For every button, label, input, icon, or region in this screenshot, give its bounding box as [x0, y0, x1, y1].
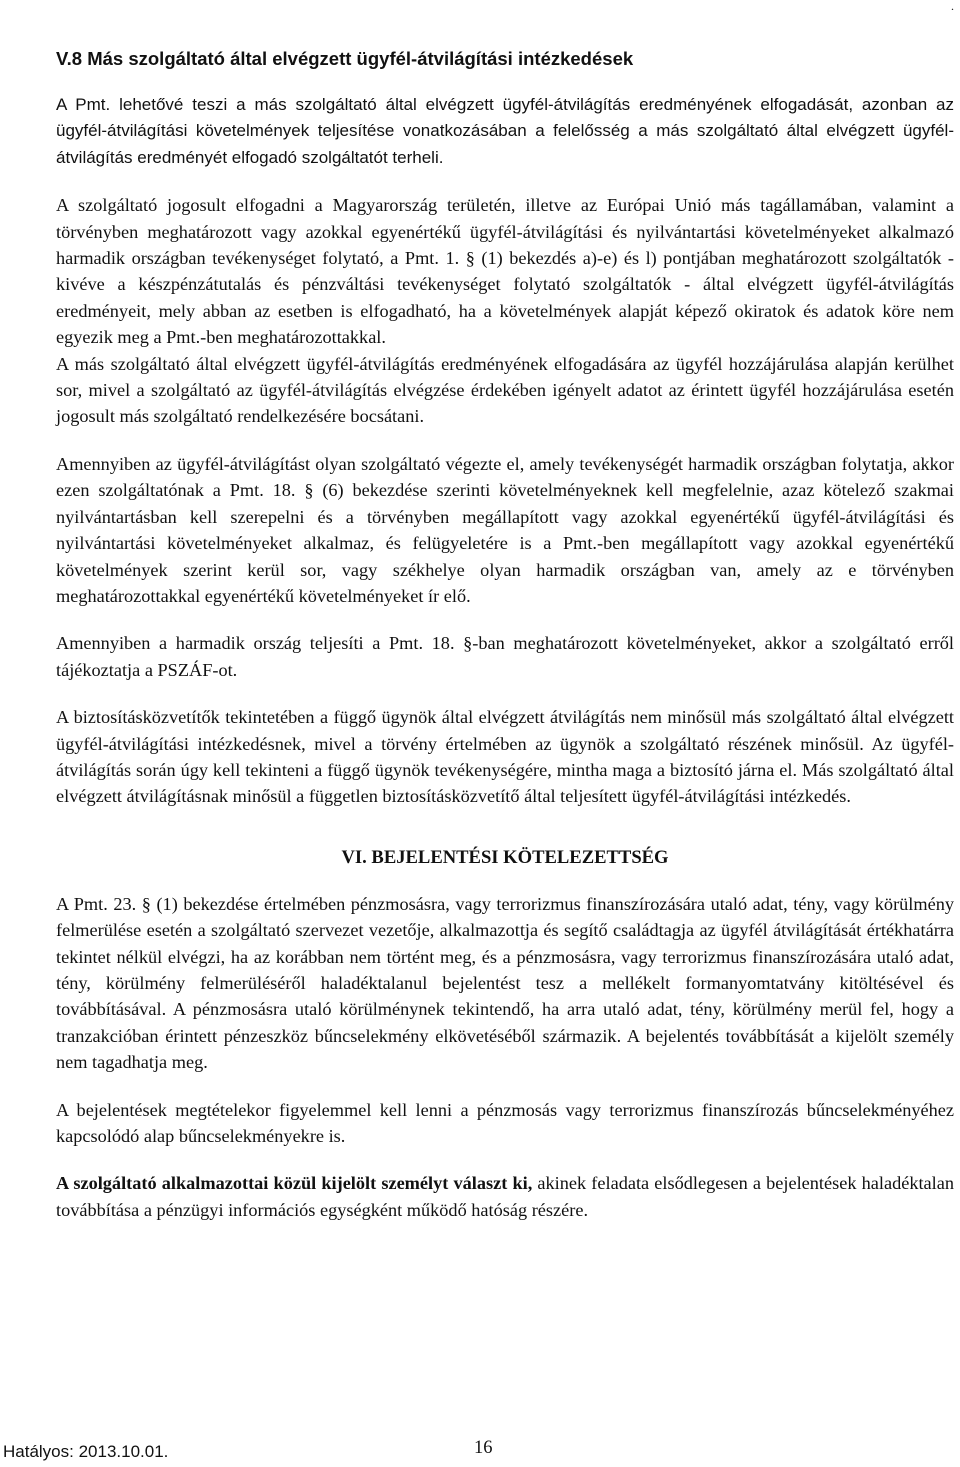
subsection-heading: V.8 Más szolgáltató által elvégzett ügyfél-átvilágítási intézkedések — [56, 48, 634, 69]
designated-person-text: akinek feladata elsődlegesen a bejelentések haladéktalan továbbítása a pénzügyi információs egységként működő hatóság részére. — [56, 1173, 954, 1220]
paragraph-predicate-offences: A bejelentések megtételekor figyelemmel kell lenni a pénzmosás vagy terrorizmus finanszírozás bűncselekményéhez kapcsolódó alap bűncselekményekre is. — [56, 1099, 954, 1146]
paragraph-acceptance-conditions: A szolgáltató jogosult elfogadni a Magyarország területén, illetve az Európai Unió más tagállamában, valamint a törvényben meghatározott vagy azokkal egyenértékű ügyfél-átvilágítási és nyilvántartási követelményeket alkalmazó harmadik országban tevékenységet folytató, a Pmt. 1. § (1) bekezdés a)-e) és l) pontjában meghatározott szolgáltatók - kivéve a készpénzátutalás és pénzváltási tevékenységet folytató szolgáltatók - által elvégzett ügyfél-átvilágítás eredményeit, mely abban az esetben is elfogadható, ha a követelmények alapját képező okiratok és adatok köre nem egyezik meg a Pmt.-ben meghatározottakkal. — [56, 195, 954, 348]
paragraph-third-country: Amennyiben az ügyfél-átvilágítást olyan szolgáltató végezte el, amely tevékenységét harmadik országban folytatja, akkor ezen szolgáltatónak a Pmt. 18. § (6) bekezdése szerinti követelményeknek kell megfelelnie, azaz kötelező szakmai nyilvántartásban kell szerepelni és a törvényben megállapított vagy azokkal egyenértékű ügyfél-átvilágítási és nyilvántartási követelményeket alkalmaz, és felügyeletére is a Pmt.-ben megállapított vagy azokkal egyenértékű követelmények szerint kerül sor, vagy székhelye olyan harmadik országban van, amely az e törvényben meghatározottakkal egyenértékű követelményeket ír elő. — [56, 453, 954, 606]
corner-mark: . — [951, 0, 954, 13]
paragraph-responsibility: A Pmt. lehetővé teszi a más szolgáltató által elvégzett ügyfél-átvilágítás eredményének elfogadását, azonban az ügyfél-átvilágítási követelmények teljesítése vonatkozásában a felelősség a más szolgáltató által elvégzett ügyfél-átvilágítás eredményét elfogadó szolgáltatót terheli. — [56, 95, 954, 167]
paragraph-pszaf-notice: Amennyiben a harmadik ország teljesíti a Pmt. 18. §-ban meghatározott követelményeket, akkor a szolgáltató erről tájékoztatja a PSZÁF-ot. — [56, 633, 954, 680]
footer-page-number: 16 — [474, 1438, 493, 1458]
paragraph-designated-person — [56, 1170, 954, 1223]
footer-effective-date: Hatályos: 2013.10.01. — [3, 1442, 169, 1461]
paragraph-client-consent: A más szolgáltató által elvégzett ügyfél-átvilágítás eredményének elfogadására az ügyfél hozzájárulása alapján kerülhet sor, mivel a szolgáltató az ügyfél-átvilágítás elvégzése érdekében igényelt adatot az érintett ügyfél hozzájárulása esetén jogosult más szolgáltató rendelkezésére bocsátani. — [56, 353, 954, 427]
paragraph-reporting-obligation: A Pmt. 23. § (1) bekezdése értelmében pénzmosásra, vagy terrorizmus finanszírozására utaló adat, tény, vagy körülmény felmerülése esetén a szolgáltató szervezet vezetője, alkalmazottja és segítő családtagja az ügyfél átvilágítását értékhatárra tekintet nélkül elvégzi, ha az korábban nem történt meg, és a pénzmosásra, vagy terrorizmus finanszírozására utaló adat, tény, körülmény felmerüléséről haladéktalanul bejelentést tesz a mellékelt formanyomtatvány kitöltésével és továbbításával. A pénzmosásra utaló körülménynek tekintendő, ha arra utaló adat, tény, körülmény merül fel, hogy a tranzakcióban érintett pénzeszköz bűncselekmény elkövetéséből származik. A bejelentés továbbítását a kijelölt személy nem tagadhatja meg. — [56, 893, 954, 1073]
paragraph-insurance-brokers: A biztosításközvetítők tekintetében a függő ügynök által elvégzett átvilágítás nem minősül más szolgáltató által elvégzett ügyfél-átvilágítási intézkedésnek, mivel a törvény értelmében az ügynök a szolgáltató részének minősül. Az ügyfél-átvilágítás során úgy kell tekinteni a függő ügynök tevékenységére, mintha maga a biztosító járna el. Más szolgáltató által elvégzett átvilágításnak minősül a független biztosításközvetítő által teljesített ügyfél-átvilágítási intézkedés. — [56, 707, 954, 807]
section-title: VI. BEJELENTÉSI KÖTELEZETTSÉG — [341, 846, 669, 868]
document-page — [56, 46, 954, 1223]
designated-person-emphasis: A szolgáltató alkalmazottai közül kijelölt személyt választ ki, — [56, 1173, 533, 1194]
